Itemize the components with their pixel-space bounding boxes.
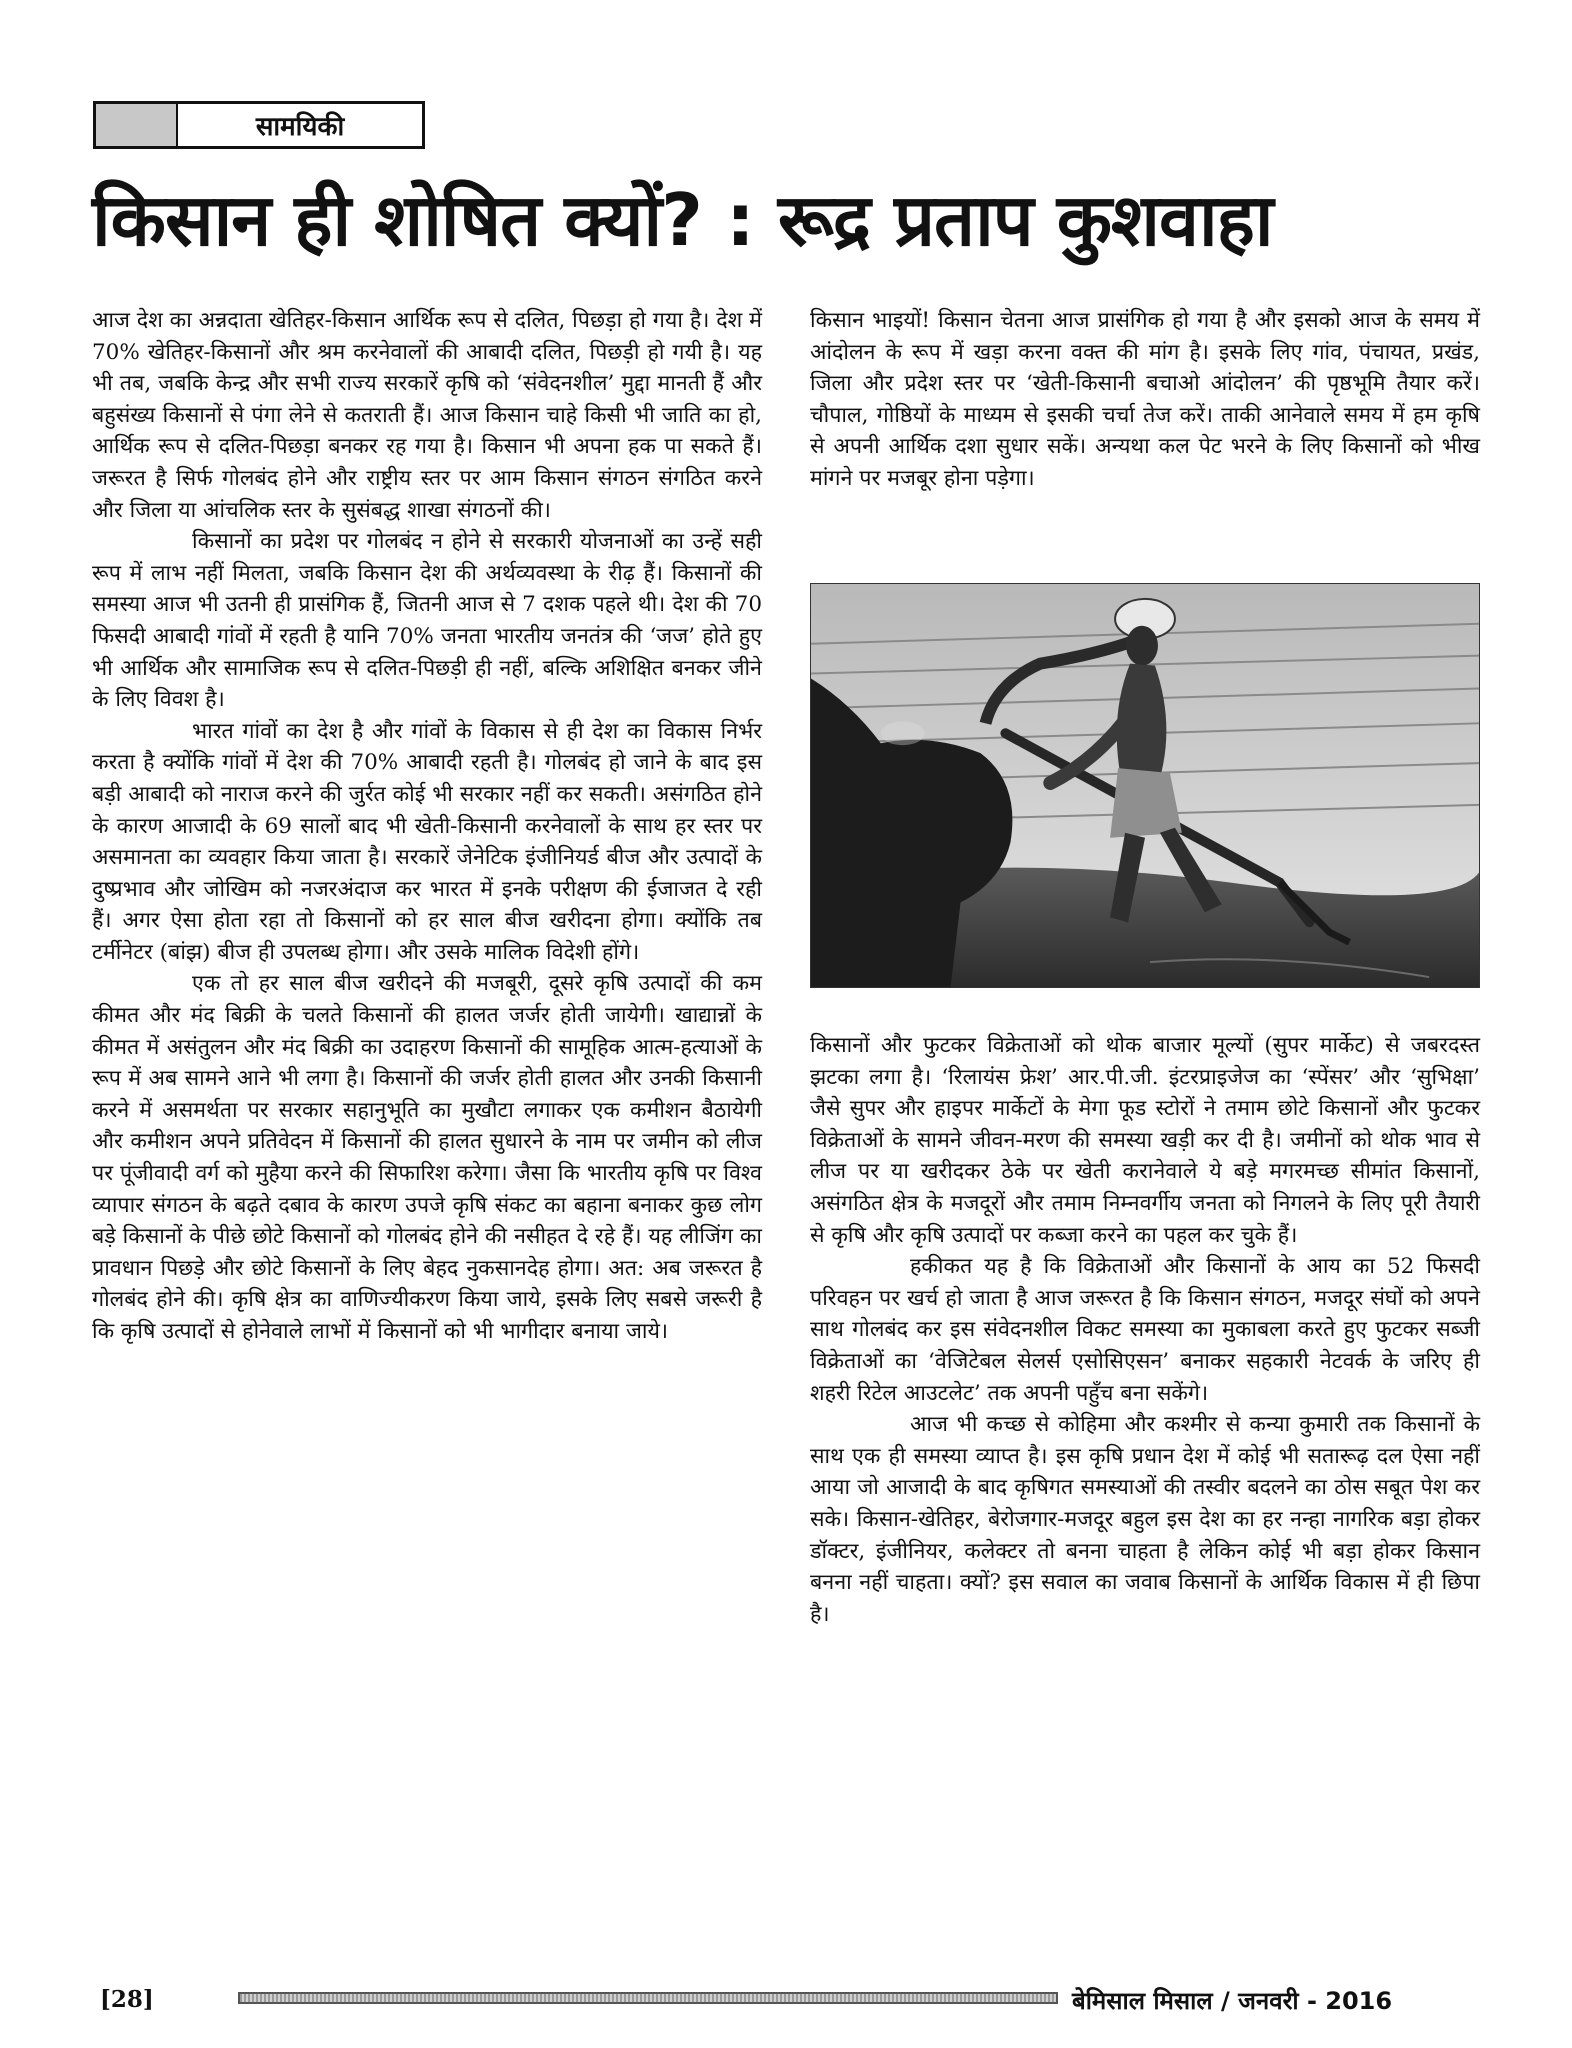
right-column-top	[810, 305, 1480, 495]
section-tag	[93, 101, 425, 149]
paragraph: किसान भाइयों! किसान चेतना आज प्रासंगिक हो गया है और इसको आज के समय में आंदोलन के रूप में खड़ा करना वक्त की मांग है। इसके लिए गांव, पंचायत, प्रखंड, जिला और प्रदेश स्तर पर ‘खेती-किसानी बचाओ आंदोलन’ की पृष्ठभूमि तैयार करें। चौपाल, गोष्ठियों के माध्यम से इसकी चर्चा तेज करें। ताकी आनेवाले समय में हम कृषि से अपनी आर्थिक दशा सुधार सकें। अन्यथा कल पेट भरने के लिए किसानों को भीख मांगने पर मजबूर होना पड़ेगा।	[810, 308, 1480, 491]
article-headline: किसान ही शोषित क्यों? : रूद्र प्रताप कुशवाहा	[92, 178, 1273, 262]
paragraph: एक तो हर साल बीज खरीदने की मजबूरी, दूसरे कृषि उत्पादों की कम कीमत और मंद बिक्री के चलते किसानों की हालत जर्जर होती जायेगी। खाद्यान्नों के कीमत में असंतुलन और मंद बिक्री का उदाहरण किसानों की सामूहिक आत्म-हत्याओं के रूप में अब सामने आने भी लगा है। किसानों की जर्जर होती हालत और उनकी किसानी करने में असमर्थता पर सरकार सहानुभूति का मुखौटा लगाकर एक कमीशन बैठायेगी और कमीशन अपने प्रतिवेदन में किसानों की हालत सुधारने के नाम पर जमीन को लीज पर पूंजीवादी वर्ग को मुहैया करने की सिफारिश करेगा। जैसा कि भारतीय कृषि पर विश्व व्यापार संगठन के बढ़ते दबाव के कारण उपजे कृषि संकट का बहाना बनाकर कुछ लोग बड़े किसानों के पीछे छोटे किसानों को गोलबंद होने की नसीहत दे रहे हैं। यह लीजिंग का प्रावधान पिछड़े और छोटे किसानों के लिए बेहद नुकसानदेह होगा। अत: अब जरूरत है गोलबंद होने की। कृषि क्षेत्र का वाणिज्यीकरण किया जाये, इसके लिए सबसे जरूरी है कि कृषि उत्पादों से होनेवाले लाभों में किसानों को भी भागीदार बनाया जाये।	[92, 971, 762, 1344]
section-tag-shade	[96, 104, 178, 146]
paragraph: भारत गांवों का देश है और गांवों के विकास से ही देश का विकास निर्भर करता है क्योंकि गांवों में देश की 70% आबादी रहती है। गोलबंद हो जाने के बाद इस बड़ी आबादी को नाराज करने की जुर्रत कोई भी सरकार नहीं कर सकती। असंगठित होने के कारण आजादी के 69 सालों बाद भी खेती-किसानी करनेवालों के साथ हर स्तर पर असमानता का व्यवहार किया जाता है। सरकारें जेनेटिक इंजीनियर्ड बीज और उत्पादों के दुष्प्रभाव और जोखिम को नजरअंदाज कर भारत में इनके परीक्षण की ईजाजत दे रही हैं। अगर ऐसा होता रहा तो किसानों को हर साल बीज खरीदना होगा। क्योंकि तब टर्मीनेटर (बांझ) बीज ही उपलब्ध होगा। और उसके मालिक विदेशी होंगे।	[92, 718, 762, 965]
section-tag-label: सामयिकी	[255, 112, 345, 142]
left-column	[92, 305, 762, 1348]
paragraph: किसानों और फुटकर विक्रेताओं को थोक बाजार मूल्यों (सुपर मार्केट) से जबरदस्त झटका लगा है। ‘रिलायंस फ्रेश’ आर.पी.जी. इंटरप्राइजेज का ‘स्पेंसर’ और ‘सुभिक्षा’ जैसे सुपर और हाइपर मार्केटों के मेगा फूड स्टोरों ने तमाम छोटे किसानों और फुटकर विक्रेताओं के सामने जीवन-मरण की समस्या खड़ी कर दी है। जमीनों को थोक भाव से लीज पर या खरीदकर ठेके पर खेती करानेवाले ये बड़े मगरमच्छ सीमांत किसानों, असंगठित क्षेत्र के मजदूरों और तमाम निम्नवर्गीय जनता को निगलने के लिए पूरी तैयारी से कृषि और कृषि उत्पादों पर कब्जा करने का पहल कर चुके हैं।	[810, 1033, 1480, 1248]
footer-rule	[238, 1992, 1058, 2004]
paragraph: आज देश का अन्नदाता खेतिहर-किसान आर्थिक रूप से दलित, पिछड़ा हो गया है। देश में 70% खेतिहर-किसानों और श्रम करनेवालों की आबादी दलित, पिछड़ी हो गयी है। यह भी तब, जबकि केन्द्र और सभी राज्य सरकारें कृषि को ‘संवेदनशील’ मुद्दा मानती हैं और बहुसंख्य किसानों से पंगा लेने से कतराती हैं। आज किसान चाहे किसी भी जाति का हो, आर्थिक रूप से दलित-पिछड़ा बनकर रह गया है। किसान भी अपना हक पा सकते हैं। जरूरत है सिर्फ गोलबंद होने और राष्ट्रीय स्तर पर आम किसान संगठन संगठित करने और जिला या आंचलिक स्तर के सुसंबद्ध शाखा संगठनों की।	[92, 308, 762, 523]
paragraph: हकीकत यह है कि विक्रेताओं और किसानों के आय का 52 फिसदी परिवहन पर खर्च हो जाता है आज जरूरत है कि किसान संगठन, मजदूर संघों को अपने साथ गोलबंद कर इस संवेदनशील विकट समस्या का मुकाबला करते हुए फुटकर सब्जी विक्रेताओं का ‘वेजिटेबल सेलर्स एसोसिएसन’ बनाकर सहकारी नेटवर्क के जरिए ही शहरी रिटेल आउटलेट’ तक अपनी पहुँच बना सकेंगे।	[810, 1254, 1480, 1406]
paragraph: आज भी कच्छ से कोहिमा और कश्मीर से कन्या कुमारी तक किसानों के साथ एक ही समस्या व्याप्त है। इस कृषि प्रधान देश में कोई भी सतारूढ़ दल ऐसा नहीं आया जो आजादी के बाद कृषिगत समस्याओं की तस्वीर बदलने का ठोस सबूत पेश कर सके। किसान-खेतिहर, बेरोजगार-मजदूर बहुल इस देश का हर नन्हा नागरिक बड़ा होकर डॉक्टर, इंजीनियर, कलेक्टर तो बनना चाहता है लेकिन कोई भी बड़ा होकर किसान बनना नहीं चाहता। क्यों? इस सवाल का जवाब किसानों के आर्थिक विकास में ही छिपा है।	[810, 1412, 1480, 1627]
farmer-ploughing-photo	[810, 583, 1480, 988]
right-column-bottom	[810, 1030, 1480, 1630]
magazine-name: बेमिसाल मिसाल / जनवरी - 2016	[1072, 1987, 1393, 2015]
paragraph: किसानों का प्रदेश पर गोलबंद न होने से सरकारी योजनाओं का उन्हें सही रूप में लाभ नहीं मिलता, जबकि किसान देश की अर्थव्यवस्था के रीढ़ हैं। किसानों की समस्या आज भी उतनी ही प्रासंगिक हैं, जितनी आज से 7 दशक पहले थी। देश की 70 फिसदी आबादी गांवों में रहती है यानि 70% जनता भारतीय जनतंत्र की ‘जज’ होते हुए भी आर्थिक और सामाजिक रूप से दलित-पिछड़ी ही नहीं, बल्कि अशिक्षित बनकर जीने के लिए विवश है।	[92, 529, 762, 713]
page-number: [28]	[100, 1986, 154, 2013]
